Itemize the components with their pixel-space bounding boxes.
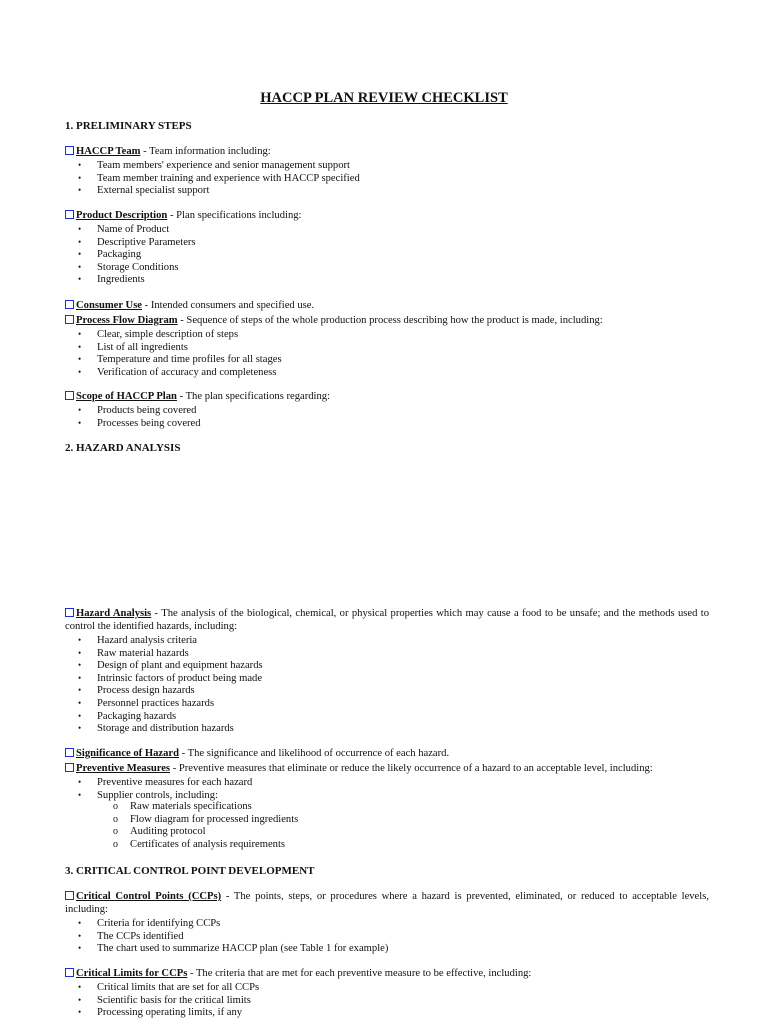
checkbox[interactable] [65,763,74,772]
list-item: • Packaging [78,249,142,261]
item-desc: - Sequence of steps of the whole production process describing how the product is made, including: [177,315,603,326]
bullet-list [78,981,259,1019]
item-desc: - Team information including: [140,146,271,157]
list-item: • The CCPs identified [78,930,184,942]
item-term: Critical Limits for CCPs [76,968,188,979]
section-heading-preliminary: 1. PRELIMINARY STEPS [65,120,192,132]
item-haccp-team [65,146,271,157]
list-item: • Personnel practices hazards [78,697,215,709]
list-item: • Criteria for identifying CCPs [78,918,221,929]
item-consumer-use [65,300,314,311]
list-item: • Clear, simple description of steps [78,329,239,340]
checkbox[interactable] [65,748,74,757]
section-heading-hazard-analysis: 2. HAZARD ANALYSIS [65,442,181,454]
item-desc: - Plan specifications including: [167,210,302,221]
bullet-list [78,159,360,197]
bullet-list [78,776,252,801]
list-item: • List of all ingredients [78,341,188,353]
list-item: o Auditing protocol [113,826,206,838]
item-significance-of-hazard [65,748,449,759]
bullet-list [78,223,196,286]
item-process-flow-diagram [65,315,603,326]
bullet-list [78,917,388,955]
list-item: • Verification of accuracy and completeness [78,366,277,378]
list-item: • Products being covered [78,405,197,416]
item-critical-control-points [65,891,709,916]
item-hazard-analysis [65,608,709,633]
item-desc: - Preventive measures that eliminate or reduce the likely occurrence of a hazard to an acceptable level, including: [170,763,653,774]
checkbox[interactable] [65,891,74,900]
list-item: • Team member training and experience with HACCP specified [78,172,360,184]
list-item: • Critical limits that are set for all CCPs [78,982,260,993]
item-scope-of-haccp-plan [65,391,330,402]
checkbox[interactable] [65,146,74,155]
list-item: o Certificates of analysis requirements [113,838,286,850]
bullet-list [78,634,263,735]
item-term: Hazard Analysis [76,608,152,619]
item-desc: - Intended consumers and specified use. [142,300,315,311]
list-item: • The chart used to summarize HACCP plan (see Table 1 for example) [78,943,389,955]
list-item: • Ingredients [78,274,145,286]
list-item: • Raw material hazards [78,647,189,659]
list-item: • Packaging hazards [78,710,177,722]
list-item: • Process design hazards [78,685,195,697]
list-item: • Team members' experience and senior management support [78,160,350,171]
list-item: • Preventive measures for each hazard [78,777,253,788]
section-heading-ccp-development: 3. CRITICAL CONTROL POINT DEVELOPMENT [65,865,315,877]
checkbox[interactable] [65,210,74,219]
item-desc: - The criteria that are met for each preventive measure to be effective, including: [187,968,532,979]
list-item: • External specialist support [78,185,210,197]
list-item: o Raw materials specifications [113,801,252,812]
list-item: • Descriptive Parameters [78,236,196,248]
item-term: Product Description [76,210,168,221]
item-preventive-measures [65,763,653,774]
list-item: • Scientific basis for the critical limits [78,994,251,1006]
item-term: Critical Control Points (CCPs) [76,891,222,902]
checkbox[interactable] [65,391,74,400]
list-item: • Name of Product [78,224,170,235]
list-item: • Hazard analysis criteria [78,635,197,646]
item-desc: - The plan specifications regarding: [176,391,331,402]
checkbox[interactable] [65,608,74,617]
item-desc: - The significance and likelihood of occurrence of each hazard. [178,748,450,759]
item-term: Scope of HACCP Plan [76,391,177,402]
list-item: • Design of plant and equipment hazards [78,660,263,672]
list-item: o Flow diagram for processed ingredients [113,813,299,825]
checkbox[interactable] [65,968,74,977]
list-item: • Temperature and time profiles for all stages [78,354,282,366]
item-critical-limits [65,968,531,979]
item-term: Preventive Measures [76,763,171,774]
item-term: Process Flow Diagram [76,315,178,326]
item-term: Consumer Use [76,300,143,311]
item-desc: - The points, steps, or procedures where a hazard is prevented, eliminated, or reduced to acceptable levels, including: [65,891,709,915]
item-desc: - The analysis of the biological, chemical, or physical properties which may cause a food to be unsafe; and the methods used to control the identified hazards, including: [65,608,709,632]
sub-bullet-list [113,801,298,851]
list-item: • Storage Conditions [78,261,179,273]
item-term: Significance of Hazard [76,748,179,759]
page-title: HACCP PLAN REVIEW CHECKLIST [260,90,508,106]
item-term: HACCP Team [76,146,141,157]
list-item: • Processes being covered [78,417,201,429]
list-item: • Storage and distribution hazards [78,723,234,735]
list-item: • Supplier controls, including: [78,789,218,801]
bullet-list [78,404,201,429]
checkbox[interactable] [65,300,74,309]
list-item: • Intrinsic factors of product being made [78,672,263,684]
item-product-description [65,210,302,221]
list-item: • Processing operating limits, if any [78,1007,243,1019]
checkbox[interactable] [65,315,74,324]
bullet-list [78,328,282,378]
